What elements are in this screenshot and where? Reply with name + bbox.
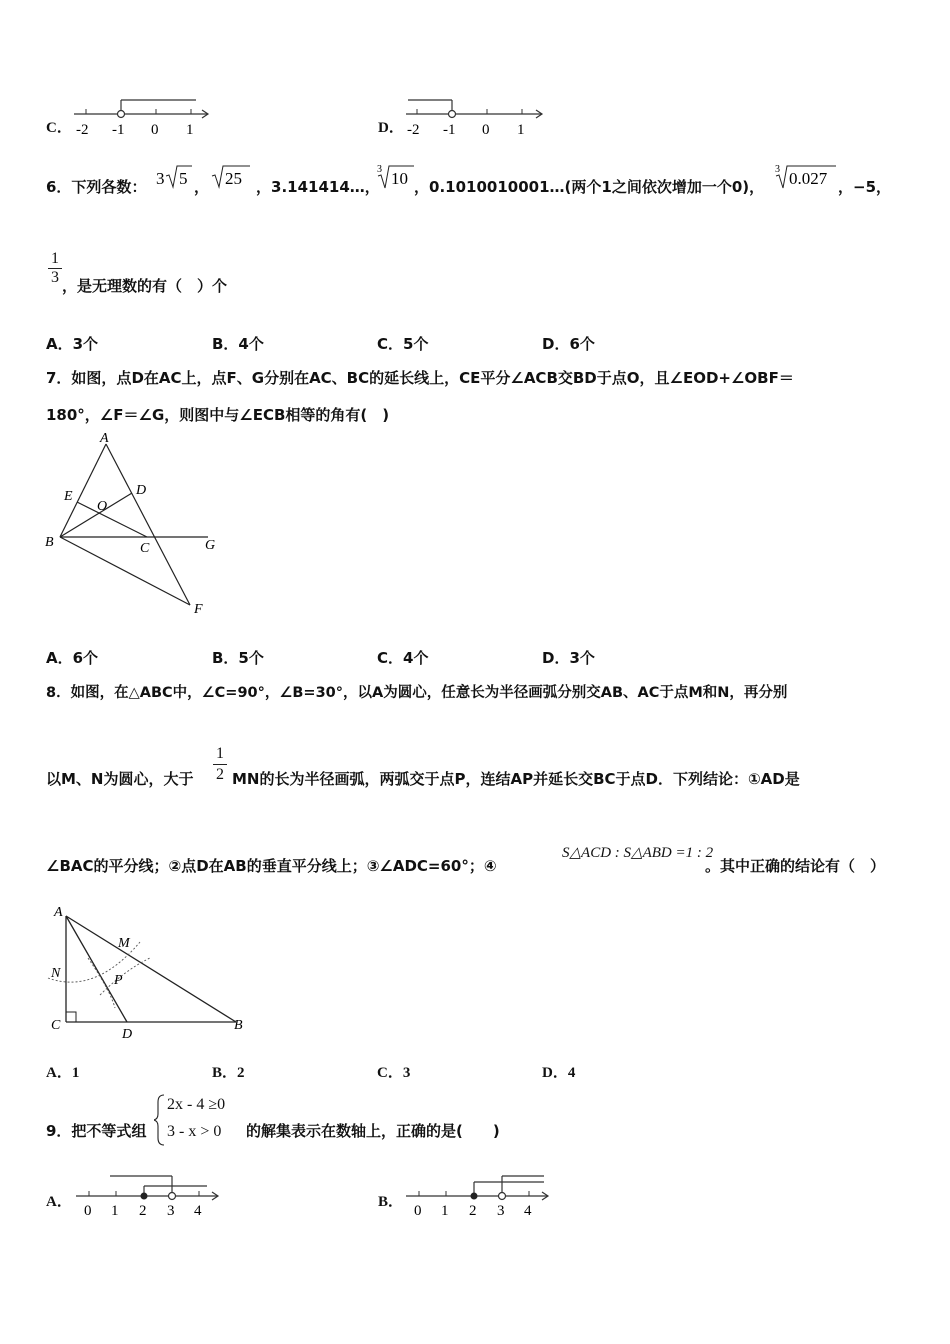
q7-label-g: G [205,538,216,553]
q8-line1: 8．如图，在△ABC中，∠C=90°，∠B=30°，以A为圆心，任意长为半径画弧分别交AB、AC于点M和N，再分别 [46,685,788,701]
q8-option-c[interactable]: C．3 [377,1065,411,1081]
q9-b-tick: 0 [414,1203,422,1219]
q9-option-a-number-line [72,1170,224,1220]
svg-text:5: 5 [179,169,188,188]
q6-lead: 6．下列各数： [46,178,147,196]
q5-c-tick: 0 [151,122,159,138]
q7-triangle-figure [40,430,230,620]
q7-option-b[interactable]: B．5个 [212,649,264,667]
q7-label-b: B [45,535,54,550]
q8-label-b: B [234,1018,243,1033]
svg-text:10: 10 [391,169,408,188]
q6-option-d[interactable]: D．6个 [542,335,595,353]
q7-option-d[interactable]: D．3个 [542,649,595,667]
q8-option-d[interactable]: D．4 [542,1065,576,1081]
q6-option-a[interactable]: A．3个 [46,335,99,353]
q7-option-c[interactable]: C．4个 [377,649,429,667]
q8-fraction-one-half: 1 2 [213,744,227,785]
q8-option-a[interactable]: A．1 [46,1065,80,1081]
q8-label-n: N [51,966,61,981]
q9-b-tick: 2 [469,1203,477,1219]
q7-label-f: F [194,602,203,617]
q6-option-c[interactable]: C．5个 [377,335,429,353]
q7-label-c: C [140,541,150,556]
q9-a-tick: 0 [84,1203,92,1219]
q9-a-tick: 3 [167,1203,175,1219]
q5-option-d-number-line [400,94,550,138]
q5-c-tick: -1 [112,122,125,138]
q9-a-tick: 4 [194,1203,202,1219]
svg-text:3: 3 [775,164,780,175]
q5-d-tick: 1 [517,122,525,138]
q8-area-ratio: S△ACD : S△ABD =1 : 2 [562,845,714,861]
q6-num-cbrt10 [374,160,416,192]
q5-d-tick: 0 [482,122,490,138]
q5-d-tick: -1 [443,122,456,138]
q9-option-b-label[interactable]: B． [378,1194,404,1210]
q8-label-m: M [118,936,130,951]
q8-right-triangle-figure [40,900,255,1042]
svg-text:0.027: 0.027 [789,169,828,188]
q6-num-3141414: ，3.141414…， [256,178,380,196]
q8-line2b: MN的长为半径画弧，两弧交于点P，连结AP并延长交BC于点D．下列结论：①AD是 [232,770,800,788]
q9-b-tick: 4 [524,1203,532,1219]
q8-label-p: P [114,973,123,988]
q9-inequality-1: 2x - 4 ≥0 [167,1096,226,1113]
q7-label-d: D [136,483,147,498]
q7-label-o: O [97,499,108,514]
q6-option-b[interactable]: B．4个 [212,335,264,353]
q6-num-cbrt0027 [772,160,838,192]
q8-label-c: C [51,1018,61,1033]
q5-c-tick: 1 [186,122,194,138]
q5-option-d-label[interactable]: D． [378,120,404,136]
q6-fraction-one-third: 1 3 [48,250,62,287]
q9-a-tick: 1 [111,1203,119,1219]
q7-label-e: E [64,489,73,504]
q9-lead: 9．把不等式组 [46,1122,147,1140]
q8-line3b: 。其中正确的结论有（ ） [705,857,886,875]
q6-num-01010010001: ，0.1010010001…(两个1之间依次增加一个0)， [414,178,765,196]
q9-option-a-label[interactable]: A． [46,1194,72,1210]
svg-text:25: 25 [225,169,242,188]
q8-label-d: D [122,1027,133,1042]
q7-label-a: A [100,431,109,446]
q8-line2a: 以M、N为圆心，大于 [46,770,194,788]
q9-option-b-number-line [402,1170,554,1220]
q6-num-neg5: ，−5， [838,178,892,196]
q9-question-tail: 的解集表示在数轴上，正确的是( ) [246,1122,500,1140]
q6-num-3root5 [154,162,194,192]
q6-question-tail: ，是无理数的有（ ）个 [62,277,228,295]
q7-option-a[interactable]: A．6个 [46,649,99,667]
q9-b-tick: 3 [497,1203,505,1219]
q8-option-b[interactable]: B．2 [212,1065,245,1081]
q8-line3a: ∠BAC的平分线；②点D在AB的垂直平分线上；③∠ADC=60°；④ [46,857,497,875]
svg-text:3: 3 [156,169,165,188]
q7-line1: 7．如图，点D在AC上，点F、G分别在AC、BC的延长线上，CE平分∠ACB交BD于点O，且∠EOD+∠OBF＝ [46,369,794,387]
q9-b-tick: 1 [441,1203,449,1219]
q5-c-tick: -2 [76,122,89,138]
q9-a-tick: 2 [139,1203,147,1219]
q5-option-c-label[interactable]: C． [46,120,72,136]
q6-sep: ， [194,178,210,196]
q9-inequality-2: 3 - x > 0 [167,1123,222,1140]
q7-line2: 180°，∠F＝∠G，则图中与∠ECB相等的角有( ) [46,406,390,424]
q8-label-a: A [54,905,63,920]
q5-d-tick: -2 [407,122,420,138]
svg-text:3: 3 [377,164,382,175]
q5-option-c-number-line [68,94,218,138]
q6-num-root25 [210,162,252,192]
